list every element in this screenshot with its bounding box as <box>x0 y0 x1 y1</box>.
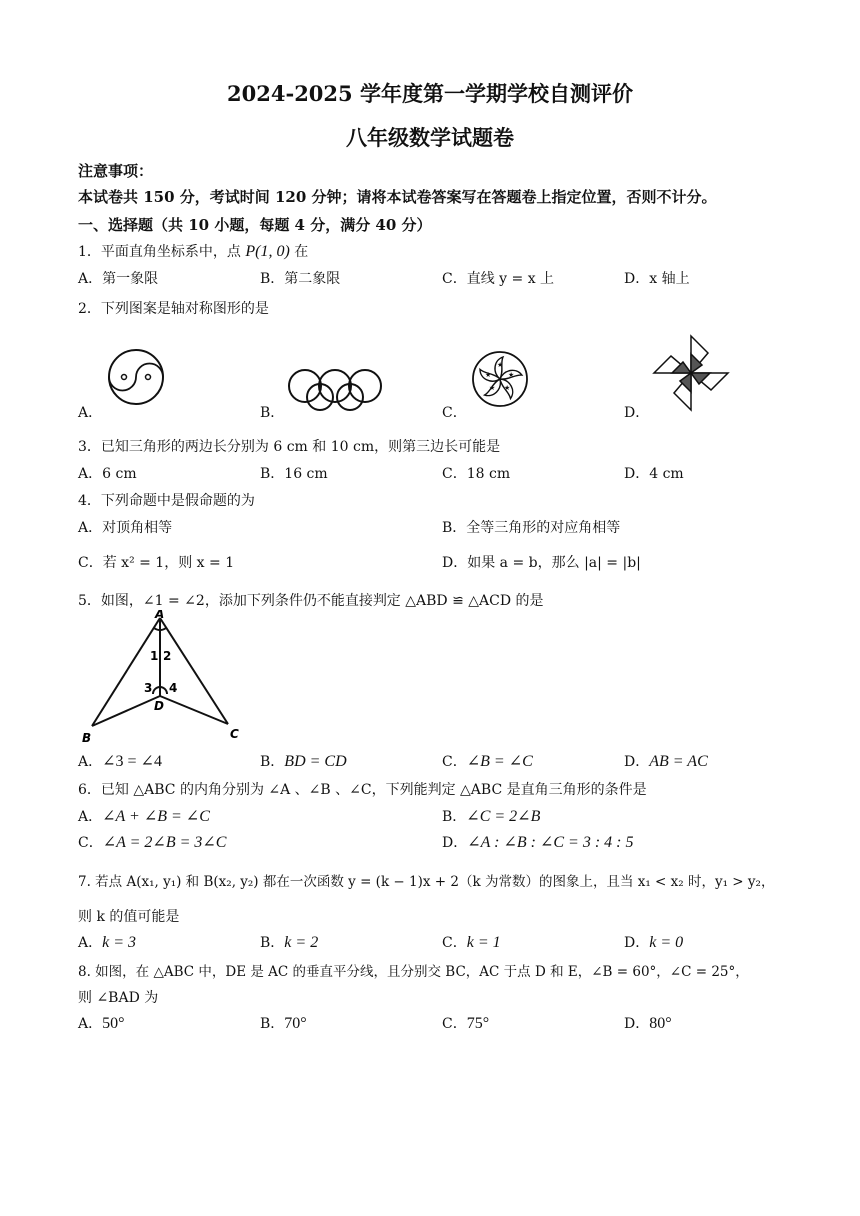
q7-stem-line2: 则 k 的值可能是 <box>78 909 180 925</box>
angle-4-label: 4 <box>169 681 178 695</box>
svg-text:★: ★ <box>497 361 504 369</box>
q7-stem-line1: 7. 若点 A(x₁, y₁) 和 B(x₂, y₂) 都在一次函数 y = (k − 1)x + 2（k 为常数）的图象上，且当 x₁ < x₂ 时，y₁ > y₂， <box>78 874 775 890</box>
q5-stem: 5．如图，∠1 = ∠2，添加下列条件仍不能直接判定 △ABD ≌ △ACD 的是 <box>78 593 544 609</box>
svg-text:★: ★ <box>508 371 515 379</box>
q4-option-c[interactable]: C．若 x² = 1，则 x = 1 <box>78 555 235 571</box>
exam-title-line1: 2024-2025 学年度第一学期学校自测评价 <box>227 81 633 106</box>
q4-option-a[interactable]: A．对顶角相等 <box>78 520 173 536</box>
q5-option-a[interactable]: A．∠3 = ∠4 <box>78 753 162 770</box>
vertex-b-label: B <box>82 731 92 745</box>
angle-1-label: 1 <box>150 649 159 663</box>
q2-option-d-label[interactable]: D． <box>624 405 650 421</box>
q8-option-c[interactable]: C．75° <box>442 1015 490 1032</box>
q1-stem-pre: 1．平面直角坐标系中，点 <box>78 244 241 260</box>
q2-option-c-label[interactable]: C． <box>442 405 467 421</box>
q1-option-d[interactable]: D．x 轴上 <box>624 271 690 287</box>
q5-option-c[interactable]: C．∠B = ∠C <box>442 753 533 770</box>
q5-option-d[interactable]: D．AB = AC <box>624 753 708 770</box>
bauhinia-emblem-figure <box>470 350 530 408</box>
q2-stem: 2．下列图案是轴对称图形的是 <box>78 301 269 317</box>
yin-yang-figure <box>106 344 166 410</box>
vertex-c-label: C <box>230 727 239 741</box>
angle-3-label: 3 <box>144 681 153 695</box>
q1-stem <box>78 241 308 261</box>
exam-title-line2: 八年级数学试题卷 <box>346 125 514 150</box>
q4-stem: 4．下列命题中是假命题的为 <box>78 493 255 509</box>
q1-stem-post: 在 <box>294 244 309 260</box>
q1-option-a[interactable]: A．第一象限 <box>78 271 159 287</box>
q3-stem: 3．已知三角形的两边长分别为 6 cm 和 10 cm，则第三边长可能是 <box>78 439 501 455</box>
q7-option-d[interactable]: D．k = 0 <box>624 934 684 951</box>
q1-option-c[interactable]: C．直线 y = x 上 <box>442 271 555 287</box>
q5-triangle-figure <box>80 610 250 746</box>
svg-text:★: ★ <box>485 371 492 379</box>
svg-text:★: ★ <box>504 384 511 392</box>
q3-option-a[interactable]: A．6 cm <box>78 466 137 482</box>
q8-option-d[interactable]: D．80° <box>624 1015 672 1032</box>
q6-option-c[interactable]: C．∠A = 2∠B = 3∠C <box>78 834 227 851</box>
q6-stem: 6．已知 △ABC 的内角分别为 ∠A 、∠B 、∠C，下列能判定 △ABC 是直角三角形的条件是 <box>78 782 647 798</box>
section1-heading: 一、选择题（共 10 小题，每题 4 分，满分 40 分） <box>78 216 432 234</box>
q8-option-a[interactable]: A．50° <box>78 1015 125 1032</box>
q3-option-c[interactable]: C．18 cm <box>442 466 511 482</box>
q8-stem-line1: 8. 如图，在 △ABC 中，DE 是 AC 的垂直平分线，且分别交 BC，AC 于点 D 和 E，∠B = 60°，∠C = 25°， <box>78 964 749 980</box>
q4-option-b[interactable]: B．全等三角形的对应角相等 <box>442 520 621 536</box>
q7-option-a[interactable]: A．k = 3 <box>78 934 137 951</box>
angle-2-label: 2 <box>163 649 172 663</box>
q3-option-d[interactable]: D．4 cm <box>624 466 684 482</box>
q3-option-b[interactable]: B．16 cm <box>260 466 328 482</box>
q6-option-a[interactable]: A．∠A + ∠B = ∠C <box>78 808 210 825</box>
vertex-d-label: D <box>154 699 164 713</box>
q2-option-b-label[interactable]: B． <box>260 405 285 421</box>
q1-stem-math: P(1, 0) <box>245 243 290 260</box>
q8-option-b[interactable]: B．70° <box>260 1015 307 1032</box>
q4-option-d[interactable]: D．如果 a = b，那么 |a| = |b| <box>442 555 641 571</box>
q6-option-b[interactable]: B．∠C = 2∠B <box>442 808 541 825</box>
q6-option-d[interactable]: D．∠A : ∠B : ∠C = 3 : 4 : 5 <box>442 834 634 851</box>
olympic-rings-figure <box>286 366 384 412</box>
vertex-a-label: A <box>155 610 165 621</box>
q2-option-a-label[interactable]: A． <box>78 405 103 421</box>
notice-heading: 注意事项： <box>78 162 154 180</box>
q5-option-b[interactable]: B．BD = CD <box>260 753 347 770</box>
q7-option-c[interactable]: C．k = 1 <box>442 934 501 951</box>
q7-option-b[interactable]: B．k = 2 <box>260 934 319 951</box>
q8-stem-line2: 则 ∠BAD 为 <box>78 990 159 1006</box>
notice-text: 本试卷共 150 分，考试时间 120 分钟；请将本试卷答案写在答题卷上指定位置，否则不计分。 <box>78 188 717 206</box>
svg-text:★: ★ <box>489 384 496 392</box>
pinwheel-figure <box>650 332 732 414</box>
q1-option-b[interactable]: B．第二象限 <box>260 271 341 287</box>
